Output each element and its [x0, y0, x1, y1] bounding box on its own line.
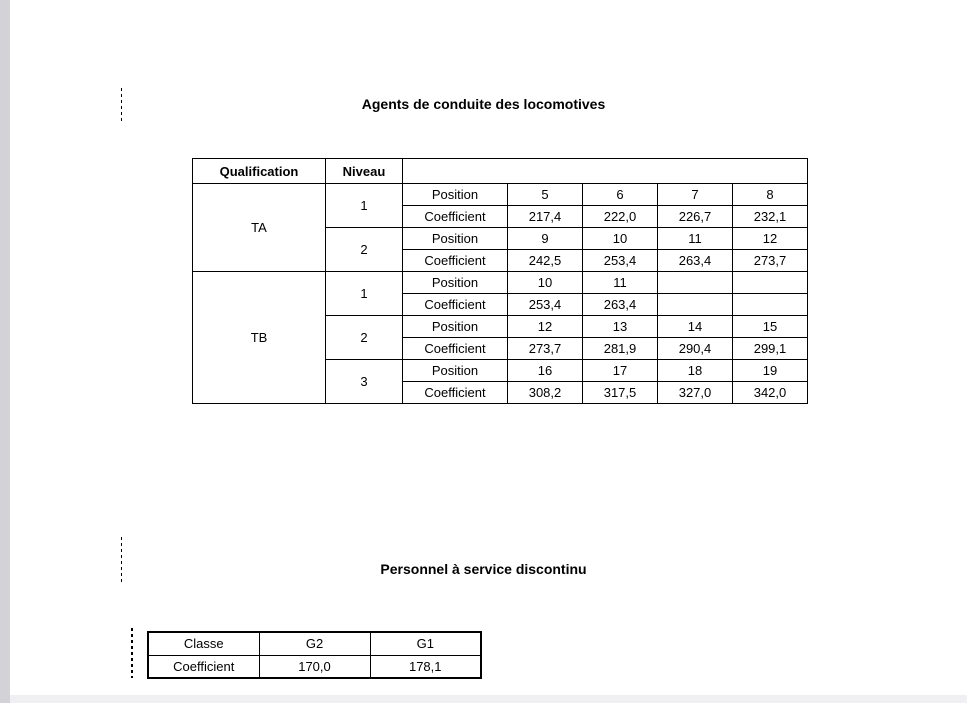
- qualification-cell: TA: [193, 184, 326, 272]
- coefficient-value-cell: 327,0: [658, 382, 733, 404]
- header-spacer: [403, 159, 808, 184]
- position-value-cell: 5: [508, 184, 583, 206]
- coefficient-value-cell: 263,4: [583, 294, 658, 316]
- coefficient-value-cell: [658, 294, 733, 316]
- table-header-row: [193, 159, 808, 184]
- row-label-cell: Position: [403, 360, 508, 382]
- coefficient-value-cell: 317,5: [583, 382, 658, 404]
- section-title-discontinu: Personnel à service discontinu: [380, 561, 587, 577]
- niveau-cell: 2: [326, 228, 403, 272]
- row-label-cell: Position: [403, 184, 508, 206]
- coefficient-value-cell: 281,9: [583, 338, 658, 360]
- formatting-mark: [131, 628, 133, 678]
- page-bottom-strip: [10, 695, 967, 703]
- qualification-header-cell: Qualification: [193, 159, 326, 184]
- coefficient-value-cell: 273,7: [733, 250, 808, 272]
- row-label-cell: Coefficient: [403, 338, 508, 360]
- position-value-cell: 11: [583, 272, 658, 294]
- position-value-cell: 16: [508, 360, 583, 382]
- coefficient-value-cell: 299,1: [733, 338, 808, 360]
- position-value-cell: [733, 272, 808, 294]
- row-label-cell: Coefficient: [403, 206, 508, 228]
- position-value-cell: 6: [583, 184, 658, 206]
- position-value-cell: 10: [508, 272, 583, 294]
- coefficient-value-cell: 217,4: [508, 206, 583, 228]
- position-value-cell: 15: [733, 316, 808, 338]
- niveau-cell: 2: [326, 316, 403, 360]
- table-row: [193, 184, 808, 206]
- coefficient-value-cell: 232,1: [733, 206, 808, 228]
- table-locomotives: [192, 158, 808, 404]
- position-value-cell: [658, 272, 733, 294]
- row-label-cell: Coefficient: [403, 250, 508, 272]
- coefficient-value-cell: 263,4: [658, 250, 733, 272]
- position-value-cell: 10: [583, 228, 658, 250]
- position-value-cell: 13: [583, 316, 658, 338]
- table-row: [148, 655, 481, 678]
- position-value-cell: 14: [658, 316, 733, 338]
- niveau-header-cell: Niveau: [326, 159, 403, 184]
- table-personnel-discontinu: [147, 631, 482, 679]
- position-value-cell: 8: [733, 184, 808, 206]
- table-row: [193, 272, 808, 294]
- position-value-cell: 17: [583, 360, 658, 382]
- page-margin-strip: [0, 0, 10, 703]
- table-row: [148, 632, 481, 655]
- classe-value-cell: G2: [259, 632, 370, 655]
- coefficient-value-cell: 226,7: [658, 206, 733, 228]
- position-value-cell: 12: [733, 228, 808, 250]
- position-value-cell: 11: [658, 228, 733, 250]
- coefficient-label-cell: Coefficient: [148, 655, 259, 678]
- niveau-cell: 3: [326, 360, 403, 404]
- niveau-cell: 1: [326, 184, 403, 228]
- coefficient-value-cell: 242,5: [508, 250, 583, 272]
- position-value-cell: 19: [733, 360, 808, 382]
- position-value-cell: 9: [508, 228, 583, 250]
- row-label-cell: Position: [403, 228, 508, 250]
- classe-label-cell: Classe: [148, 632, 259, 655]
- position-value-cell: 7: [658, 184, 733, 206]
- row-label-cell: Coefficient: [403, 382, 508, 404]
- coefficient-value-cell: 308,2: [508, 382, 583, 404]
- coefficient-value-cell: 290,4: [658, 338, 733, 360]
- coefficient-value-cell: 253,4: [508, 294, 583, 316]
- coefficient-value-cell: 222,0: [583, 206, 658, 228]
- coefficient-value-cell: 342,0: [733, 382, 808, 404]
- coefficient-value-cell: 178,1: [370, 655, 481, 678]
- row-label-cell: Coefficient: [403, 294, 508, 316]
- coefficient-value-cell: 253,4: [583, 250, 658, 272]
- position-value-cell: 12: [508, 316, 583, 338]
- niveau-cell: 1: [326, 272, 403, 316]
- qualification-cell: TB: [193, 272, 326, 404]
- coefficient-value-cell: [733, 294, 808, 316]
- row-label-cell: Position: [403, 272, 508, 294]
- section-title-locomotives: Agents de conduite des locomotives: [361, 96, 606, 112]
- position-value-cell: 18: [658, 360, 733, 382]
- coefficient-value-cell: 273,7: [508, 338, 583, 360]
- row-label-cell: Position: [403, 316, 508, 338]
- coefficient-value-cell: 170,0: [259, 655, 370, 678]
- classe-value-cell: G1: [370, 632, 481, 655]
